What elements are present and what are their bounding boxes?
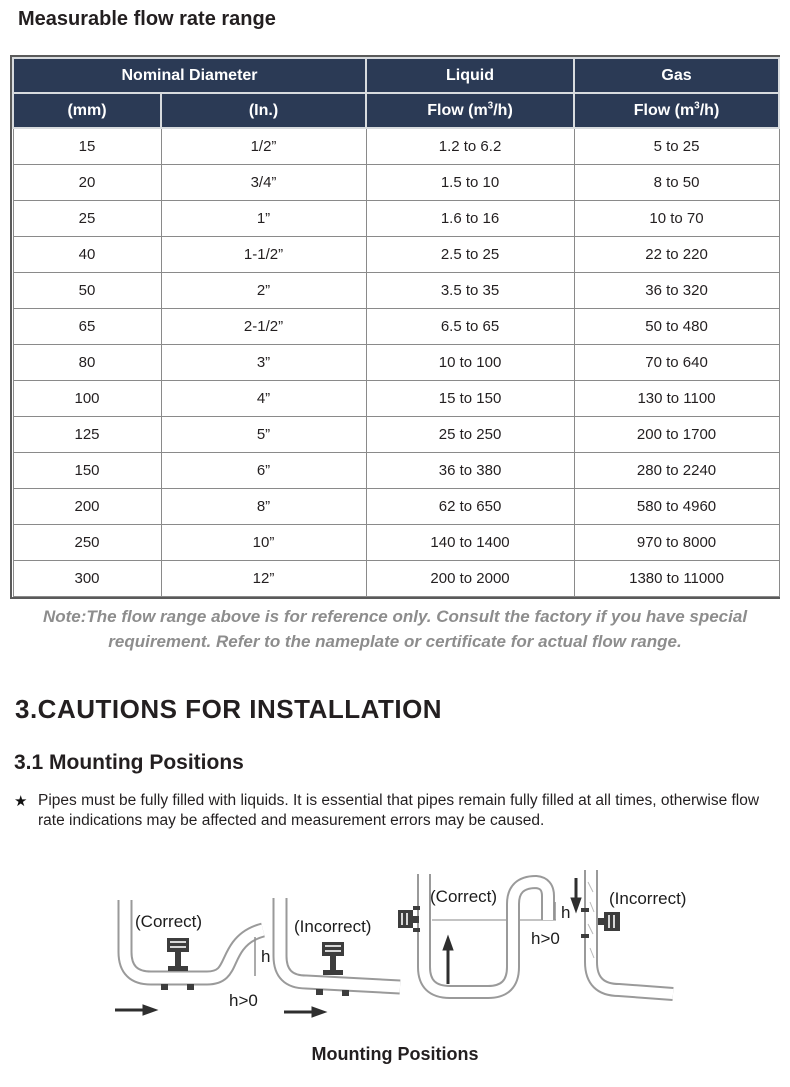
cell-gas: 36 to 320: [574, 273, 779, 309]
table-row: [13, 273, 779, 309]
cell-gas: 970 to 8000: [574, 525, 779, 561]
cell-in: 1/2”: [161, 128, 366, 165]
cell-mm: 200: [13, 489, 161, 525]
cell-liquid: 1.6 to 16: [366, 201, 574, 237]
h-condition-label: h>0: [229, 991, 258, 1010]
table-row: [13, 309, 779, 345]
cell-in: 8”: [161, 489, 366, 525]
flow-arrow-icon: [443, 936, 453, 984]
note-text: [0, 604, 790, 654]
cell-mm: 25: [13, 201, 161, 237]
cell-gas: 5 to 25: [574, 128, 779, 165]
table-row: [13, 201, 779, 237]
header-nominal-diameter: Nominal Diameter: [13, 58, 366, 93]
flow-arrow-icon: [115, 1005, 157, 1015]
mounting-diagram-horizontal-correct: [95, 890, 280, 1030]
cell-gas: 50 to 480: [574, 309, 779, 345]
header-sub-row: [13, 93, 779, 128]
table-row: [13, 453, 779, 489]
table-row: [13, 128, 779, 165]
cell-gas: 280 to 2240: [574, 453, 779, 489]
table-row: [13, 165, 779, 201]
cell-gas: 580 to 4960: [574, 489, 779, 525]
cell-liquid: 1.2 to 6.2: [366, 128, 574, 165]
cell-mm: 50: [13, 273, 161, 309]
cell-liquid: 2.5 to 25: [366, 237, 574, 273]
cell-liquid: 6.5 to 65: [366, 309, 574, 345]
flow-arrow-icon: [571, 878, 581, 912]
cell-in: 6”: [161, 453, 366, 489]
cell-in: 1”: [161, 201, 366, 237]
table-header: [13, 58, 779, 128]
section-heading: 3.CAUTIONS FOR INSTALLATION: [15, 694, 443, 724]
cell-mm: 250: [13, 525, 161, 561]
caution-bullet-text: Pipes must be fully filled with liquids. It is essential that pipes remain fully filled at all times, otherwise flow rate indications may be affected and measurement errors may be caused.: [38, 792, 760, 829]
cell-liquid: 1.5 to 10: [366, 165, 574, 201]
note-line1: Note:The flow range above is for reference only. Consult the factory if you have special: [42, 607, 748, 626]
cell-in: 4”: [161, 381, 366, 417]
h-label: h: [261, 947, 271, 966]
cell-in: 5”: [161, 417, 366, 453]
note-line2: requirement. Refer to the nameplate or certificate for actual flow range.: [108, 632, 682, 651]
flow-rate-table-wrap: [10, 55, 780, 599]
cell-gas: 10 to 70: [574, 201, 779, 237]
cell-in: 1-1/2”: [161, 237, 366, 273]
cell-liquid: 200 to 2000: [366, 561, 574, 597]
cell-gas: 8 to 50: [574, 165, 779, 201]
header-group-row: [13, 58, 779, 93]
cell-gas: 200 to 1700: [574, 417, 779, 453]
subheader-gas-flow: Flow $(m^3/h)$: [574, 93, 779, 128]
cell-mm: 65: [13, 309, 161, 345]
cell-mm: 125: [13, 417, 161, 453]
subheader-inch: (In.): [161, 93, 366, 128]
cell-liquid: 3.5 to 35: [366, 273, 574, 309]
cell-liquid: 62 to 650: [366, 489, 574, 525]
cell-mm: 300: [13, 561, 161, 597]
cell-gas: 130 to 1100: [574, 381, 779, 417]
cell-liquid: 15 to 150: [366, 381, 574, 417]
cell-gas: 1380 to 11000: [574, 561, 779, 597]
diagram-label: (Correct): [135, 912, 203, 931]
diagram-caption: Mounting Positions: [311, 1044, 479, 1064]
table-row: [13, 345, 779, 381]
header-liquid: Liquid: [366, 58, 574, 93]
table-row: [13, 525, 779, 561]
table-row: [13, 489, 779, 525]
mounting-diagram-vertical-correct: [398, 862, 583, 1032]
cell-liquid: 140 to 1400: [366, 525, 574, 561]
table-row: [13, 381, 779, 417]
cell-in: 3/4”: [161, 165, 366, 201]
subsection-heading: 3.1 Mounting Positions: [14, 751, 244, 774]
h-label: h: [561, 903, 571, 922]
cell-liquid: 36 to 380: [366, 453, 574, 489]
cell-liquid: 10 to 100: [366, 345, 574, 381]
subheader-liquid-flow: Flow $(m^3/h)$: [366, 93, 574, 128]
cell-liquid: 25 to 250: [366, 417, 574, 453]
cell-in: 10”: [161, 525, 366, 561]
cell-mm: 15: [13, 128, 161, 165]
caution-bullet: [14, 791, 776, 831]
cell-mm: 20: [13, 165, 161, 201]
table-row: [13, 417, 779, 453]
table-body: [13, 128, 779, 597]
cell-gas: 22 to 220: [574, 237, 779, 273]
mounting-diagram-horizontal-incorrect: [258, 890, 413, 1030]
table-row: [13, 237, 779, 273]
cell-gas: 70 to 640: [574, 345, 779, 381]
cell-mm: 40: [13, 237, 161, 273]
header-gas: Gas: [574, 58, 779, 93]
cell-mm: 80: [13, 345, 161, 381]
flow-arrow-icon: [284, 1007, 326, 1017]
diagram-label: (Incorrect): [294, 917, 372, 936]
flow-rate-table: [12, 57, 780, 597]
cell-in: 2-1/2”: [161, 309, 366, 345]
flow-meter-icon: [398, 906, 420, 932]
cell-in: 12”: [161, 561, 366, 597]
mounting-diagram-vertical-incorrect: [565, 862, 745, 1032]
table-row: [13, 561, 779, 597]
cell-in: 2”: [161, 273, 366, 309]
page-title: Measurable flow rate range: [18, 8, 276, 30]
cell-mm: 150: [13, 453, 161, 489]
cell-in: 3”: [161, 345, 366, 381]
diagram-label: (Correct): [430, 887, 498, 906]
diagram-label: (Incorrect): [609, 889, 687, 908]
star-bullet-icon: ★: [14, 793, 28, 810]
subheader-mm: (mm): [13, 93, 161, 128]
cell-mm: 100: [13, 381, 161, 417]
h-condition-label: h>0: [531, 929, 560, 948]
